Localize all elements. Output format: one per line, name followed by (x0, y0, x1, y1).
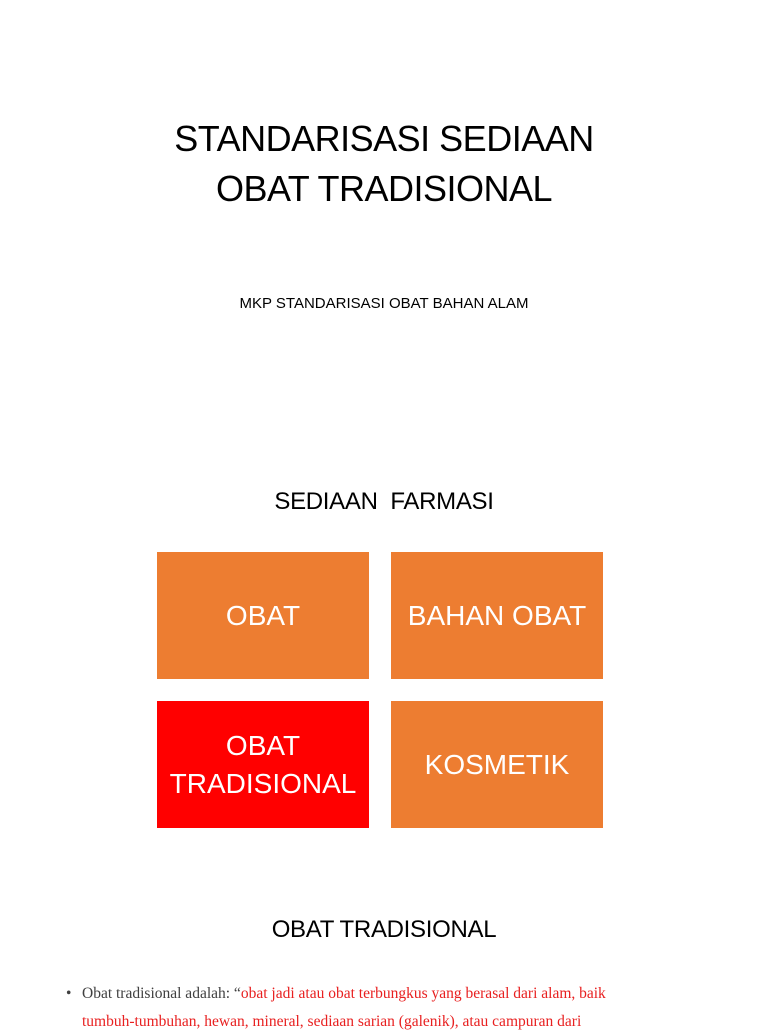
box-obat (157, 552, 369, 679)
box-obat-label: OBAT (225, 599, 301, 631)
box-obat-tradisional-label-line-2: TRADISIONAL (169, 767, 357, 799)
slide-title-line-2: OBAT TRADISIONAL (215, 168, 553, 209)
box-obat-tradisional (157, 701, 369, 828)
bullet-prefix: Obat tradisional adalah: “ (82, 985, 241, 1002)
box-bahan-obat (391, 552, 603, 679)
bullet-red-text-line-2: tumbuh-tumbuhan, hewan, mineral, sediaan sarian (galenik), atau campuran dari (82, 1013, 582, 1030)
box-bahan-obat-label: BAHAN OBAT (407, 599, 587, 631)
bullet-dot-icon: • (66, 985, 72, 1002)
definition-bullet (66, 980, 766, 1036)
section-title-obat-tradisional: OBAT TRADISIONAL (271, 916, 497, 943)
box-kosmetik-label: KOSMETIK (424, 748, 570, 780)
slide-title-line-1: STANDARISASI SEDIAAN (174, 118, 594, 159)
slide-subtitle: MKP STANDARISASI OBAT BAHAN ALAM (239, 295, 529, 312)
section-title-sediaan-farmasi: SEDIAAN FARMASI (274, 488, 494, 515)
bullet-red-text-line-1: obat jadi atau obat terbungkus yang berasal dari alam, baik (240, 985, 606, 1002)
box-kosmetik (391, 701, 603, 828)
box-obat-tradisional-label-line-1: OBAT (225, 729, 301, 761)
